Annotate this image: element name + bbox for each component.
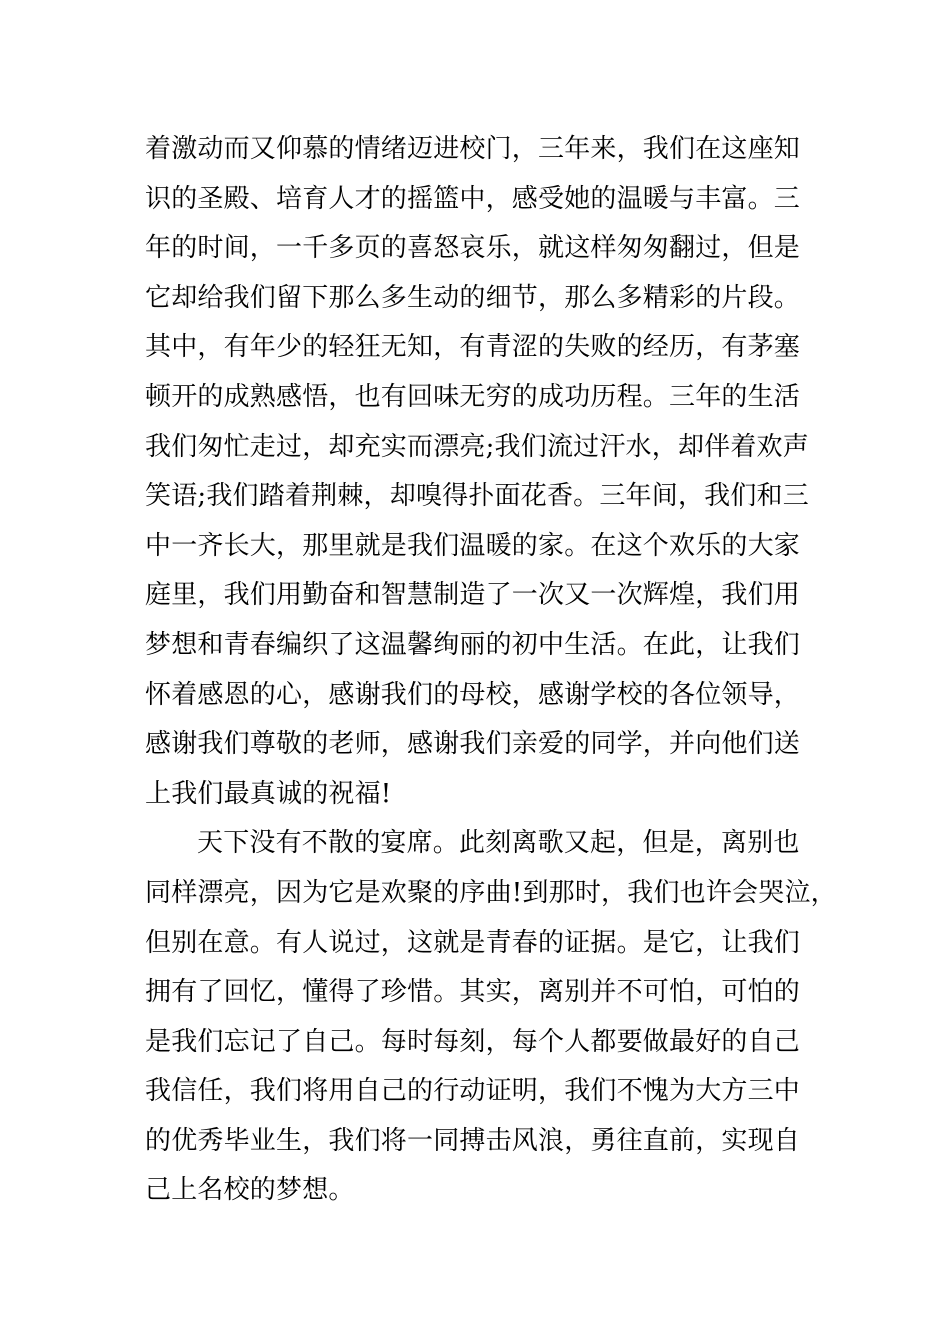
text-line: 它却给我们留下那么多生动的细节，那么多精彩的片段。 xyxy=(145,282,801,313)
text-line: 拥有了回忆，懂得了珍惜。其实，离别并不可怕，可怕的 xyxy=(145,977,801,1008)
text-line: 我们匆忙走过，却充实而漂亮;我们流过汗水，却伴着欢声 xyxy=(145,431,809,462)
text-line: 但别在意。有人说过，这就是青春的证据。是它，让我们 xyxy=(145,927,801,958)
text-line: 梦想和青春编织了这温馨绚丽的初中生活。在此，让我们 xyxy=(145,629,801,660)
text-line: 年的时间，一千多页的喜怒哀乐，就这样匆匆翻过，但是 xyxy=(145,233,801,264)
text-line: 是我们忘记了自己。每时每刻，每个人都要做最好的自己 xyxy=(145,1026,801,1057)
text-line: 其中，有年少的轻狂无知，有青涩的失败的经历，有茅塞 xyxy=(145,332,801,363)
text-line: 识的圣殿、培育人才的摇篮中，感受她的温暖与丰富。三 xyxy=(145,183,801,214)
text-line: 的优秀毕业生，我们将一同搏击风浪，勇往直前，实现自 xyxy=(145,1125,801,1156)
text-line: 顿开的成熟感悟，也有回味无穷的成功历程。三年的生活 xyxy=(145,381,801,412)
text-line: 我信任，我们将用自己的行动证明，我们不愧为大方三中 xyxy=(145,1076,801,1107)
text-line: 中一齐长大，那里就是我们温暖的家。在这个欢乐的大家 xyxy=(145,530,801,561)
text-line: 同样漂亮，因为它是欢聚的序曲!到那时，我们也许会哭泣， xyxy=(145,877,837,908)
text-line: 庭里，我们用勤奋和智慧制造了一次又一次辉煌，我们用 xyxy=(145,580,801,611)
text-line: 着激动而又仰慕的情绪迈进校门，三年来，我们在这座知 xyxy=(145,134,801,164)
text-line: 感谢我们尊敬的老师，感谢我们亲爱的同学，并向他们送 xyxy=(145,729,801,760)
text-line: 怀着感恩的心，感谢我们的母校，感谢学校的各位领导， xyxy=(145,679,801,710)
body-text xyxy=(145,125,837,1216)
paragraph-start-line: 天下没有不散的宴席。此刻离歌又起，但是，离别也 xyxy=(197,828,800,859)
text-line: 己上名校的梦想。 xyxy=(145,1175,355,1206)
text-line: 上我们最真诚的祝福! xyxy=(145,778,392,809)
text-line: 笑语;我们踏着荆棘，却嗅得扑面花香。三年间，我们和三 xyxy=(145,481,809,512)
